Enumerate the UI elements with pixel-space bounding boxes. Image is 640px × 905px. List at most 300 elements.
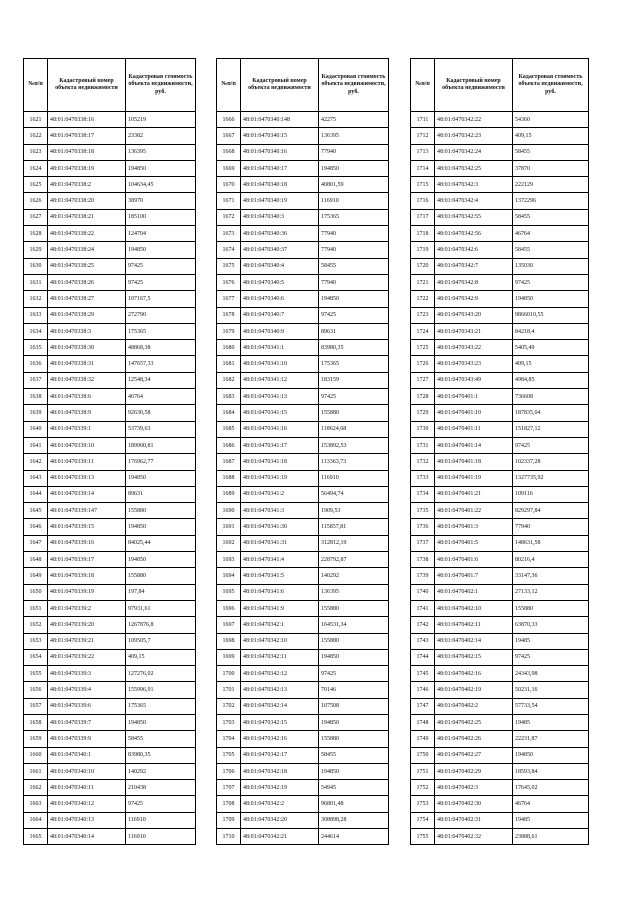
row-number: 1719 [411,242,435,258]
cadastral-number: 48:01:0470402:2 [435,698,513,714]
cadastral-number: 48:01:0470342:16 [241,731,319,747]
table-row [24,780,196,796]
cadastral-cost: 136395 [319,584,389,600]
cadastral-cost: 155996,91 [126,682,196,698]
table-row [411,160,589,176]
table-row [217,112,389,128]
row-number: 1634 [24,323,48,339]
cadastral-cost: 5405,49 [513,340,589,356]
table-row [217,323,389,339]
row-number: 1649 [24,568,48,584]
row-number: 1666 [217,112,241,128]
table-row [217,617,389,633]
table-row [24,437,196,453]
table-row [217,503,389,519]
header-cadastral-cost: Кадастровая стоимость объекта недвижимости, руб. [513,59,589,112]
table-row [217,258,389,274]
row-number: 1714 [411,160,435,176]
table-row [24,747,196,763]
table-row [411,226,589,242]
cadastral-number: 48:01:0470402:10 [435,600,513,616]
cadastral-number: 48:01:0470401:21 [435,486,513,502]
table-row [24,568,196,584]
cadastral-cost: 48868,38 [126,340,196,356]
cadastral-number: 48:01:0470340:13 [48,812,126,828]
cadastral-cost: 58455 [319,747,389,763]
table-row [217,682,389,698]
cadastral-cost: 135030 [513,258,589,274]
row-number: 1641 [24,437,48,453]
cadastral-cost: 164531,34 [319,617,389,633]
cadastral-number: 48:01:0470341:5 [241,568,319,584]
row-number: 1724 [411,323,435,339]
table-row [217,193,389,209]
cadastral-number: 48:01:0470402:26 [435,731,513,747]
cadastral-cost: 194850 [126,242,196,258]
table-row [24,242,196,258]
row-number: 1735 [411,503,435,519]
cadastral-number: 48:01:0470342:4 [435,193,513,209]
table-row [217,291,389,307]
cadastral-cost: 736608 [513,389,589,405]
cadastral-cost: 1909,53 [319,503,389,519]
row-number: 1746 [411,682,435,698]
cadastral-number: 48:01:0470341:10 [241,356,319,372]
cadastral-number: 48:01:0470342:18 [241,763,319,779]
cadastral-cost: 83980,35 [126,747,196,763]
cadastral-number: 48:01:0470402:14 [435,633,513,649]
cadastral-cost: 77940 [319,242,389,258]
cadastral-number: 48:01:0470338:6 [48,389,126,405]
table-row [411,470,589,486]
cadastral-number: 48:01:0470341:12 [241,372,319,388]
table-row [24,633,196,649]
cadastral-number: 48:01:0470342:56 [435,226,513,242]
cadastral-cost: 84025,44 [126,535,196,551]
table-row [217,780,389,796]
row-number: 1693 [217,552,241,568]
table-row [24,291,196,307]
row-number: 1723 [411,307,435,323]
row-number: 1687 [217,454,241,470]
cadastral-cost: 23888,61 [513,829,589,845]
table-row [24,389,196,405]
cadastral-cost: 17645,02 [513,780,589,796]
row-number: 1673 [217,226,241,242]
cadastral-number: 48:01:0470340:37 [241,242,319,258]
row-number: 1696 [217,600,241,616]
cadastral-number: 48:01:0470342:13 [241,682,319,698]
table-row [217,698,389,714]
cadastral-cost: 194850 [513,291,589,307]
cadastral-number: 48:01:0470343:20 [435,307,513,323]
header-cadastral-number: Кадастровый номер объекта недвижимости [241,59,319,112]
cadastral-cost: 77940 [513,519,589,535]
header-number: №п/п [24,59,48,112]
row-number: 1695 [217,584,241,600]
cadastral-number: 48:01:0470338:25 [48,258,126,274]
table-row [411,405,589,421]
table-row [24,307,196,323]
cadastral-number: 48:01:0470338:22 [48,226,126,242]
cadastral-cost: 38970 [126,193,196,209]
cadastral-number: 48:01:0470340:15 [241,128,319,144]
cadastral-cost: 9866010,55 [513,307,589,323]
row-number: 1664 [24,812,48,828]
table-row [24,584,196,600]
cadastral-cost: 97425 [126,796,196,812]
row-number: 1743 [411,633,435,649]
cadastral-number: 48:01:0470340:4 [241,258,319,274]
cadastral-cost: 116910 [319,193,389,209]
row-number: 1737 [411,535,435,551]
row-number: 1739 [411,568,435,584]
cadastral-number: 48:01:0470339:7 [48,714,126,730]
cadastral-number: 48:01:0470402:31 [435,812,513,828]
cadastral-cost: 194850 [126,552,196,568]
row-number: 1676 [217,274,241,290]
table-row [24,829,196,845]
cadastral-number: 48:01:0470342:24 [435,144,513,160]
cadastral-cost: 54945 [319,780,389,796]
row-number: 1690 [217,503,241,519]
row-number: 1681 [217,356,241,372]
row-number: 1658 [24,714,48,730]
table-row [24,486,196,502]
table-row [24,274,196,290]
cadastral-number: 48:01:0470340:5 [241,274,319,290]
cadastral-number: 48:01:0470342:11 [241,649,319,665]
table-row [217,340,389,356]
cadastral-cost: 97425 [513,437,589,453]
cadastral-number: 48:01:0470341:13 [241,389,319,405]
row-number: 1710 [217,829,241,845]
cadastral-number: 48:01:0470401:22 [435,503,513,519]
cadastral-cost: 116910 [319,470,389,486]
cadastral-number: 48:01:0470342:15 [241,714,319,730]
row-number: 1728 [411,389,435,405]
cadastral-number: 48:01:0470339:17 [48,552,126,568]
cadastral-cost: 105219 [126,112,196,128]
cadastral-cost: 58455 [513,209,589,225]
cadastral-number: 48:01:0470339:4 [48,682,126,698]
row-number: 1729 [411,405,435,421]
table-row [24,258,196,274]
table-row [411,144,589,160]
cadastral-number: 48:01:0470402:30 [435,796,513,812]
cadastral-number: 48:01:0470338:32 [48,372,126,388]
cadastral-number: 48:01:0470339:11 [48,454,126,470]
table-row [411,437,589,453]
table-row [411,177,589,193]
table-row [411,323,589,339]
table-row [411,291,589,307]
cadastral-cost: 228792,87 [319,552,389,568]
cadastral-cost: 140292 [319,568,389,584]
row-number: 1708 [217,796,241,812]
table-row [24,552,196,568]
cadastral-cost: 89631 [319,323,389,339]
cadastral-number: 48:01:0470401:7 [435,568,513,584]
cadastral-number: 48:01:0470338:19 [48,160,126,176]
row-number: 1685 [217,421,241,437]
cadastral-number: 48:01:0470342:2 [241,796,319,812]
row-number: 1734 [411,486,435,502]
cadastral-cost: 176962,77 [126,454,196,470]
cadastral-number: 48:01:0470401:11 [435,421,513,437]
row-number: 1623 [24,144,48,160]
cadastral-number: 48:01:0470342:22 [435,112,513,128]
cadastral-number: 48:01:0470339:22 [48,649,126,665]
table-row [411,649,589,665]
cadastral-number: 48:01:0470401:10 [435,405,513,421]
cadastral-cost: 77940 [319,144,389,160]
table-row [217,747,389,763]
row-number: 1726 [411,356,435,372]
cadastral-number: 48:01:0470402:1 [435,584,513,600]
table-row [411,584,589,600]
cadastral-number: 48:01:0470343:21 [435,323,513,339]
cadastral-cost: 194850 [126,519,196,535]
cadastral-number: 48:01:0470340:11 [48,780,126,796]
cadastral-cost: 19485 [513,714,589,730]
row-number: 1742 [411,617,435,633]
cadastral-number: 48:01:0470340:19 [241,193,319,209]
row-number: 1637 [24,372,48,388]
row-number: 1745 [411,666,435,682]
row-number: 1684 [217,405,241,421]
row-number: 1644 [24,486,48,502]
row-number: 1646 [24,519,48,535]
cadastral-number: 48:01:0470340:3 [241,209,319,225]
cadastral-number: 48:01:0470340:148 [241,112,319,128]
cadastral-number: 48:01:0470339:15 [48,519,126,535]
table-row [411,763,589,779]
table-row [411,731,589,747]
cadastral-cost: 116910 [126,829,196,845]
table-row [411,454,589,470]
row-number: 1705 [217,747,241,763]
cadastral-number: 48:01:0470339:18 [48,568,126,584]
row-number: 1709 [217,812,241,828]
table-row [217,535,389,551]
table-row [24,682,196,698]
header-cadastral-number: Кадастровый номер объекта недвижимости [435,59,513,112]
cadastral-cost: 136395 [319,128,389,144]
row-number: 1691 [217,519,241,535]
cadastral-cost: 89631 [126,486,196,502]
cadastral-cost: 83980,35 [319,340,389,356]
table-row [411,112,589,128]
cadastral-number: 48:01:0470341:17 [241,437,319,453]
cadastral-cost: 97425 [126,258,196,274]
row-number: 1654 [24,649,48,665]
table-row [411,209,589,225]
row-number: 1624 [24,160,48,176]
cadastral-cost: 151827,12 [513,421,589,437]
cadastral-cost: 194850 [319,763,389,779]
cadastral-number: 48:01:0470338:9 [48,405,126,421]
cadastral-number: 48:01:0470340:18 [241,177,319,193]
cadastral-cost: 19485 [513,633,589,649]
table-row [24,405,196,421]
cadastral-cost: 22231,87 [513,731,589,747]
table-row [411,307,589,323]
cadastral-cost: 127276,02 [126,666,196,682]
cadastral-number: 48:01:0470341:6 [241,584,319,600]
cadastral-number: 48:01:0470340:7 [241,307,319,323]
cadastral-number: 48:01:0470402:11 [435,617,513,633]
table-row [217,372,389,388]
cadastral-number: 48:01:0470339:20 [48,617,126,633]
table-row [411,617,589,633]
cadastral-number: 48:01:0470341:31 [241,535,319,551]
table-row [217,633,389,649]
table-row [217,796,389,812]
cadastral-number: 48:01:0470338:27 [48,291,126,307]
table-row [217,209,389,225]
row-number: 1680 [217,340,241,356]
cadastral-cost: 147657,33 [126,356,196,372]
table-row [411,503,589,519]
cadastral-number: 48:01:0470340:1 [48,747,126,763]
cadastral-cost: 46764 [513,226,589,242]
cadastral-number: 48:01:0470341:9 [241,600,319,616]
row-number: 1725 [411,340,435,356]
row-number: 1636 [24,356,48,372]
table-row [24,209,196,225]
table-row [24,812,196,828]
table-row [411,796,589,812]
table-row [24,177,196,193]
cadastral-cost: 155880 [319,600,389,616]
cadastral-number: 48:01:0470339:14 [48,486,126,502]
table-row [217,714,389,730]
cadastral-cost: 97931,61 [126,600,196,616]
row-number: 1727 [411,372,435,388]
row-number: 1659 [24,731,48,747]
row-number: 1686 [217,437,241,453]
cadastral-number: 48:01:0470338:30 [48,340,126,356]
cadastral-number: 48:01:0470343:23 [435,356,513,372]
table-row [411,486,589,502]
cadastral-number: 48:01:0470342:23 [435,128,513,144]
row-number: 1751 [411,763,435,779]
table-row [411,682,589,698]
table-row [411,829,589,845]
row-number: 1711 [411,112,435,128]
table-row [217,568,389,584]
row-number: 1626 [24,193,48,209]
table-row [24,617,196,633]
row-number: 1736 [411,519,435,535]
row-number: 1655 [24,666,48,682]
cadastral-number: 48:01:0470340:17 [241,160,319,176]
table-row [411,780,589,796]
cadastral-cost: 46764 [126,389,196,405]
cadastral-cost: 40801,59 [319,177,389,193]
row-number: 1652 [24,617,48,633]
cadastral-cost: 194850 [319,714,389,730]
table-row [411,535,589,551]
row-number: 1683 [217,389,241,405]
cadastral-cost: 194850 [126,160,196,176]
cadastral-number: 48:01:0470341:16 [241,421,319,437]
table-row [24,796,196,812]
row-number: 1629 [24,242,48,258]
cadastral-number: 48:01:0470341:3 [241,503,319,519]
row-number: 1715 [411,177,435,193]
cadastral-number: 48:01:0470402:29 [435,763,513,779]
cadastral-cost: 155880 [513,600,589,616]
row-number: 1670 [217,177,241,193]
table-row [411,274,589,290]
row-number: 1648 [24,552,48,568]
cadastral-number: 48:01:0470341:1 [241,340,319,356]
row-number: 1717 [411,209,435,225]
cadastral-cost: 155880 [126,568,196,584]
table-row [411,356,589,372]
row-number: 1748 [411,714,435,730]
table-row [217,486,389,502]
cadastral-cost: 109116 [513,486,589,502]
cadastral-cost: 1267876,8 [126,617,196,633]
cadastral-cost: 107508 [319,698,389,714]
cadastral-number: 48:01:0470342:7 [435,258,513,274]
table-row [217,600,389,616]
row-number: 1650 [24,584,48,600]
cadastral-table-3 [410,58,589,845]
cadastral-cost: 27133,12 [513,584,589,600]
table-row [217,421,389,437]
row-number: 1694 [217,568,241,584]
row-number: 1643 [24,470,48,486]
cadastral-cost: 24343,98 [513,666,589,682]
table-row [217,307,389,323]
row-number: 1733 [411,470,435,486]
table-row [411,421,589,437]
row-number: 1730 [411,421,435,437]
cadastral-cost: 175365 [319,209,389,225]
cadastral-cost: 58455 [319,258,389,274]
table-row [217,470,389,486]
cadastral-cost: 109505,7 [126,633,196,649]
row-number: 1667 [217,128,241,144]
cadastral-cost: 19485 [513,812,589,828]
table-row [217,519,389,535]
row-number: 1661 [24,763,48,779]
row-number: 1638 [24,389,48,405]
cadastral-number: 48:01:0470340:12 [48,796,126,812]
cadastral-cost: 54360 [513,112,589,128]
cadastral-cost: 12548,34 [126,372,196,388]
table-row [24,714,196,730]
cadastral-cost: 50231,16 [513,682,589,698]
cadastral-number: 48:01:0470338:29 [48,307,126,323]
cadastral-cost: 148631,58 [513,535,589,551]
cadastral-cost: 97425 [319,389,389,405]
table-row [217,763,389,779]
row-number: 1622 [24,128,48,144]
cadastral-cost: 4984,85 [513,372,589,388]
row-number: 1692 [217,535,241,551]
table-row [24,340,196,356]
cadastral-cost: 155880 [319,405,389,421]
cadastral-number: 48:01:0470342:21 [241,829,319,845]
table-row [24,421,196,437]
cadastral-cost: 56494,74 [319,486,389,502]
cadastral-cost: 107167,5 [126,291,196,307]
